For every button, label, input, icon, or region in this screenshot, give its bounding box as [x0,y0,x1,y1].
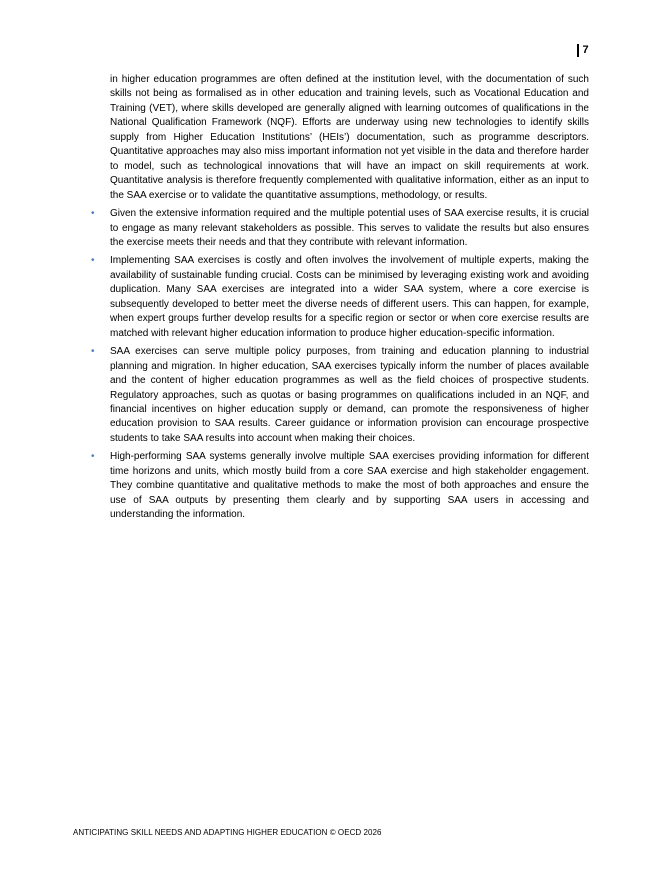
bullet-text: SAA exercises can serve multiple policy purposes, from training and education planning to industrial planning and migration. In higher education, SAA exercises typically inform the number of places available and the content of higher education programmes as well as the field choices of prospective students. Regulatory approaches, such as quotas or basing programmes on qualifications included in an NQF, and financial incentives on higher education supply or demand, can promote the responsiveness of higher education provision to SAA results. Career guidance or information provision can encourage prospective students to take SAA results into account when making their choices. [110,346,589,444]
bullet-list [91,207,589,523]
bullet-icon: • [91,255,95,267]
page-number-divider [577,44,579,57]
page-footer: ANTICIPATING SKILL NEEDS AND ADAPTING HIGHER EDUCATION © OECD 2026 [73,828,382,837]
bullet-item-policy-purposes [91,345,589,446]
continuation-paragraph: in higher education programmes are often defined at the institution level, with the documentation of such skills not being as formalised as in other education and training levels, such as Vocational Education and Training (VET), where skills developed are generally aligned with learning outcomes of qualifications in the National Qualification Framework (NQF). Efforts are underway using new technologies to identify skills supply from Higher Education Institutions’ (HEIs’) documentation, such as programme descriptors. Quantitative approaches may also miss important information not yet visible in the data and therefore harder to model, such as technological innovations that will have an impact on skill requirements at work. Quantitative analysis is therefore frequently complemented with qualitative information, either as an input to the SAA exercise or to validate the quantitative assumptions, methodology, or results. [110,74,589,201]
bullet-item-high-performing-systems [91,450,589,522]
main-content [91,73,589,523]
bullet-text: High-performing SAA systems generally involve multiple SAA exercises providing information for different time horizons and units, which mostly build from a core SAA exercise and high stakeholder engagement. They combine quantitative and qualitative methods to make the most of both approaches and ensure the use of SAA outputs by presenting them clearly and by supporting SAA users in accessing and understanding the information. [110,451,589,521]
bullet-text: Implementing SAA exercises is costly and often involves the involvement of multiple experts, making the availability of sustainable funding crucial. Costs can be minimised by leveraging existing work and avoiding duplication. Many SAA exercises are integrated into a wider SAA system, where a core exercise is subsequently developed to better meet the diverse needs of different users. This can happen, for example, when expert groups further develop results for a specific region or sector or when core exercise results are matched with relevant higher education information to produce higher education-specific information. [110,255,589,339]
page-number-text: 7 [582,44,589,56]
bullet-item-funding [91,254,589,341]
bullet-icon: • [91,208,95,220]
bullet-text: Given the extensive information required and the multiple potential uses of SAA exercise results, it is crucial to engage as many relevant stakeholders as possible. This serves to validate the results but also ensures the exercise meets their needs and that they contribute with relevant information. [110,208,589,248]
bullet-icon: • [91,451,95,463]
page-number [577,43,589,57]
bullet-item-funding-stakeholders [91,207,589,250]
bullet-icon: • [91,346,95,358]
